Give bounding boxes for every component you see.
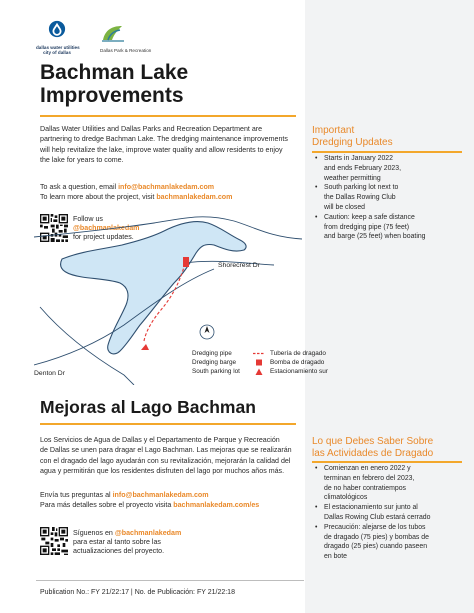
dallas-park-recreation-logo (100, 24, 180, 53)
parking-triangle-icon (252, 367, 266, 376)
sidebar-title-line: Important (312, 125, 355, 136)
legend-label-english: Dredging barge (192, 359, 237, 366)
question-prefix: Envía tus preguntas al (40, 491, 113, 499)
intro-paragraph-spanish (40, 435, 302, 477)
dashed-line-icon (252, 349, 266, 358)
list-item-line: en bote (324, 553, 347, 561)
list-item-line: terminan en febrero del 2023, (324, 474, 415, 482)
follow-line: para estar al tanto sobre las (73, 538, 161, 546)
email-link[interactable]: info@bachmanlakedam.com (112, 491, 209, 499)
qr-code-spanish[interactable] (40, 527, 68, 555)
sidebar-title-spanish (312, 436, 433, 459)
page-title-spanish: Mejoras al Lago Bachman (40, 397, 256, 417)
footer-divider (36, 580, 304, 581)
contact-info-spanish (40, 490, 302, 511)
list-item-line: from dredging pipe (75 feet) (324, 223, 410, 231)
learn-line (40, 500, 302, 510)
sidebar-title-line: las Actividades de Dragado (312, 447, 434, 459)
denton-dr-label: Denton Dr (34, 370, 65, 377)
list-item: • Comienzan en enero 2022 y terminan en febrero del 2023, de no haber contratiempos climatológicos (312, 464, 462, 503)
intro-line: Los Servicios de Agua de Dallas y el Departamento de Parque y Recreación (40, 436, 280, 444)
sidebar-title-english (312, 125, 393, 148)
dwu-logo-subname: city of dallas (43, 50, 71, 55)
follow-line: for project updates. (73, 233, 134, 241)
list-item: • Caution: keep a safe distance from dredging pipe (75 feet) and barge (25 feet) when boating (312, 213, 462, 242)
list-item-line: will be closed (324, 203, 365, 211)
lake-water (61, 222, 247, 354)
title-line: Improvements (40, 84, 184, 107)
learn-line (40, 192, 302, 202)
intro-line: de Dallas se unen para dragar el Lago Bachman. Las mejoras que se realizarán (40, 446, 292, 455)
sidebar-title-line: Lo que Debes Saber Sobre (312, 436, 434, 447)
follow-prefix: Síguenos en (73, 529, 115, 537)
list-item-line: dragado (25 pies) cuando paseen (324, 543, 428, 551)
updates-list-english (312, 154, 462, 242)
sidebar-title-line: Dredging Updates (312, 136, 393, 148)
list-item: • South parking lot next to the Dallas Rowing Club will be closed (312, 183, 462, 212)
contact-info-english (40, 182, 302, 203)
question-line (40, 490, 302, 500)
dredging-barge (183, 257, 189, 267)
follow-line (73, 529, 181, 538)
social-handle-link[interactable]: @bachmanlakedam (73, 224, 140, 232)
park-leaf-icon (100, 24, 126, 42)
updates-list-spanish (312, 464, 462, 562)
list-item-line: climatológicos (324, 494, 368, 502)
barge-icon (252, 358, 266, 367)
legend-label-english: Dredging pipe (192, 350, 232, 357)
sidebar-divider (312, 151, 462, 153)
learn-prefix: To learn more about the project, visit (40, 193, 157, 202)
website-link[interactable]: bachmanlakedam.com (156, 193, 233, 202)
intro-line: con el dragado del lago ayudarán con su revitalización, mejorarán la calidad del (40, 456, 291, 465)
follow-text-spanish (73, 529, 181, 556)
intro-line: agua y permitirán que los residentes disfruten del lago por muchos años más. (40, 467, 285, 476)
publication-number: Publication No.: FY 21/22:17 | No. de Publicación: FY 21/22:18 (40, 589, 235, 596)
dwu-logo-name: dallas water utilities (36, 45, 80, 50)
legend-label-spanish: Tubería de dragado (270, 350, 326, 357)
intro-line: partnering to dredge Bachman Lake. The dredging maintenance improvements (40, 135, 288, 144)
follow-line: Follow us (73, 215, 103, 223)
list-item-line: Comienzan en enero 2022 y (324, 465, 411, 472)
title-divider (40, 423, 296, 425)
list-item-line: de dragado (75 pies) y bombas de (324, 533, 429, 541)
water-drop-icon (48, 20, 66, 38)
dallas-water-utilities-logo (36, 20, 78, 55)
intro-line: Dallas Water Utilities and Dallas Parks and Recreation Department are (40, 125, 263, 133)
title-line: Bachman Lake (40, 61, 189, 84)
page-title-english (40, 61, 290, 107)
list-item: • Starts in January 2022 and ends February 2023, weather permitting (312, 154, 462, 183)
list-item-line: and ends February 2023, (324, 164, 401, 172)
list-item-line: de no haber contratiempos (324, 484, 406, 492)
intro-line: the lake for years to come. (40, 156, 124, 165)
list-item-line: and barge (25 feet) when boating (324, 233, 426, 241)
list-item-line: weather permitting (324, 174, 381, 182)
shorecrest-dr-label: Shorecrest Dr (218, 262, 260, 269)
list-item: • Precaución: alejarse de los tubos de dragado (75 pies) y bombas de dragado (25 pies) cuando paseen en bote (312, 523, 462, 562)
list-item-line: Starts in January 2022 (324, 155, 393, 162)
south-parking-lot-marker (141, 344, 149, 350)
list-item-line: El estacionamiento sur junto al (324, 504, 418, 512)
list-item-line: Dallas Rowing Club estará cerrado (324, 513, 431, 521)
sidebar-divider (312, 461, 462, 463)
list-item: • El estacionamiento sur junto al Dallas Rowing Club estará cerrado (312, 503, 462, 523)
website-link[interactable]: bachmanlakedam.com/es (173, 501, 260, 510)
legend-label-spanish: Estacionamiento sur (270, 368, 328, 375)
compass-icon (200, 325, 214, 339)
intro-line: will help revitalize the lake, improve water quality and allow residents to enjoy (40, 145, 283, 154)
question-line (40, 182, 302, 192)
list-item-line: South parking lot next to (324, 184, 399, 192)
follow-line: actualizaciones del proyecto. (73, 547, 165, 555)
intro-paragraph-english (40, 124, 302, 166)
list-item-line: Precaución: alejarse de los tubos (324, 523, 426, 531)
legend-label-spanish: Bomba de dragado (270, 359, 325, 366)
learn-prefix: Para más detalles sobre el proyecto visita (40, 501, 174, 510)
question-prefix: To ask a question, email (40, 183, 119, 191)
list-item-line: Caution: keep a safe distance (324, 213, 415, 221)
email-link[interactable]: info@bachmanlakedam.com (118, 183, 215, 191)
title-divider (40, 115, 296, 117)
list-item-line: the Dallas Rowing Club (324, 194, 396, 202)
dpr-logo-name: Dallas Park & Recreation (100, 48, 152, 53)
legend-label-english: South parking lot (192, 368, 240, 375)
social-handle-link[interactable]: @bachmanlakedam (114, 529, 182, 537)
